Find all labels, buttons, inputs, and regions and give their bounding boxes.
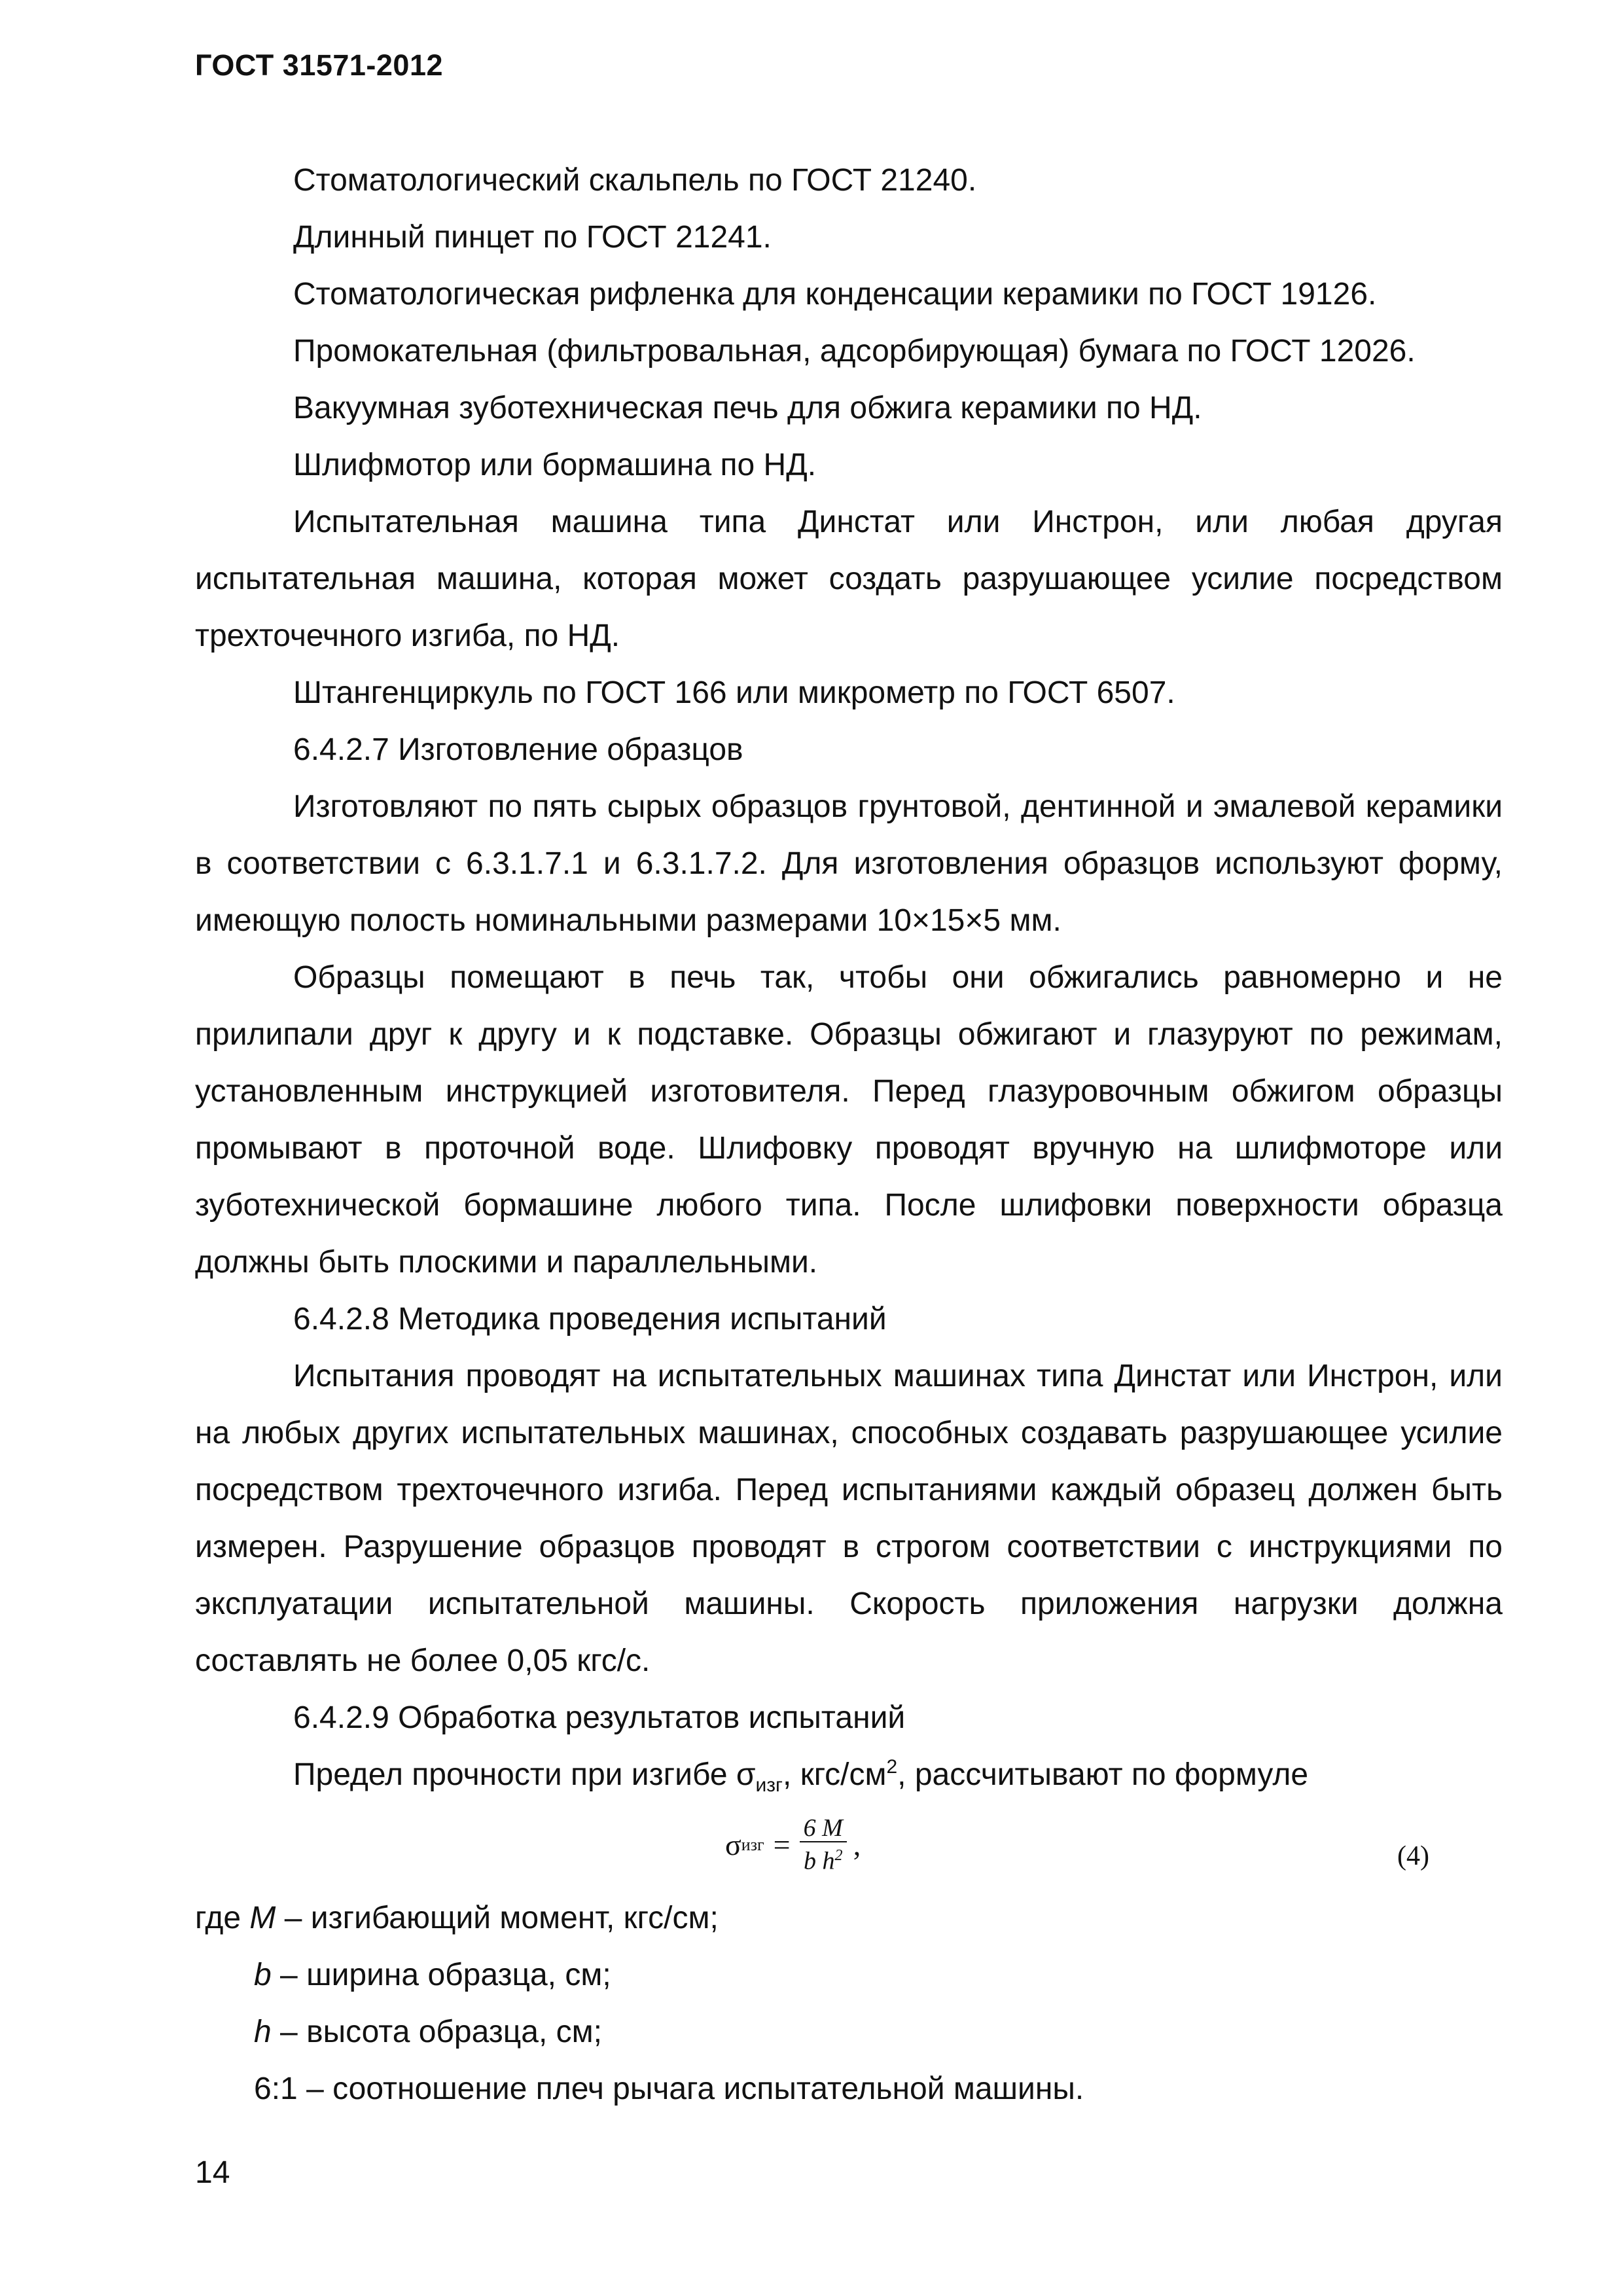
- formula-denominator-exponent: 2: [834, 1847, 843, 1864]
- definition-h: [195, 2003, 1503, 2060]
- paragraph-firing: Образцы помещают в печь так, чтобы они обжигались равномерно и не прилипали друг к другу и к подставке. Образцы обжигают и глазуруют по режимам, установленным инструкцией изготовителя. Перед глазуровочным обжигом образцы промывают в проточной воде. Шлифовку проводят вручную на шлифмоторе или зуботехнической бормашине любого типа. После шлифовки поверхности образца должны быть плоскими и параллельными.: [195, 960, 1503, 1280]
- section-heading-6-4-2-9: 6.4.2.9 Обработка результатов испытаний: [293, 1700, 906, 1735]
- paragraph-test-method: Испытания проводят на испытательных машинах типа Динстат или Инстрон, или на любых других испытательных машинах, способных создавать разрушающее усилие посредством трехточечного изгиба. Перед испытаниями каждый образец должен быть измерен. Разрушение образцов проводят в строгом соответствии с инструкциями по эксплуатации испытательной машины. Скорость приложения нагрузки должна составлять не более 0,05 кгс/с.: [195, 1359, 1503, 1678]
- paragraph-riflenka: Стоматологическая рифленка для конденсации керамики по ГОСТ 19126.: [293, 277, 1377, 312]
- paragraph-scalpel: Стоматологический скальпель по ГОСТ 21240.: [293, 163, 977, 198]
- document-header: ГОСТ 31571-2012: [195, 48, 444, 82]
- paragraph-tweezers: Длинный пинцет по ГОСТ 21241.: [293, 220, 772, 255]
- formula-denominator-base: b h: [803, 1847, 835, 1875]
- paragraph-blotting-paper: Промокательная (фильтровальная, адсорбирующая) бумага по ГОСТ 12026.: [293, 334, 1416, 368]
- formula-tail: ,: [853, 1827, 861, 1861]
- definition-lever-ratio: 6:1 – соотношение плеч рычага испытательной машины.: [254, 2072, 1084, 2106]
- paragraph-specimen-making: Изготовляют по пять сырых образцов грунтовой, дентинной и эмалевой керамики в соответствии с 6.3.1.7.1 и 6.3.1.7.2. Для изготовления образцов используют форму, имеющую полость номинальными размерами 10×15×5 мм.: [195, 789, 1503, 938]
- intro-text-b: , кгс/см: [783, 1757, 887, 1792]
- unit-superscript: 2: [886, 1756, 898, 1778]
- definition-var-h: h: [254, 2015, 272, 2049]
- formula-fraction: [800, 1815, 847, 1874]
- definition-text-b: – ширина образца, см;: [271, 1958, 611, 1992]
- formula-number: (4): [1397, 1841, 1429, 1871]
- paragraph-grinder: Шлифмотор или бормашина по НД.: [293, 448, 817, 482]
- definition-prefix: где: [195, 1901, 250, 1935]
- intro-text-c: , рассчитывают по формуле: [897, 1757, 1309, 1792]
- paragraph-testing-machine: Испытательная машина типа Динстат или Инстрон, или любая другая испытательная машина, которая может создать разрушающее усилие посредством трехточечного изгиба, по НД.: [195, 505, 1503, 653]
- formula-sigma: σ: [725, 1827, 741, 1861]
- intro-text-a: Предел прочности при изгибе σ: [293, 1757, 756, 1792]
- formula-equals: =: [773, 1827, 791, 1861]
- definition-M: [195, 1890, 1503, 1946]
- definition-var-M: M: [249, 1901, 276, 1935]
- definition-text-h: – высота образца, см;: [271, 2015, 602, 2049]
- section-heading-6-4-2-8: 6.4.2.8 Методика проведения испытаний: [293, 1302, 887, 1336]
- definition-text-M: – изгибающий момент, кгс/см;: [276, 1901, 719, 1935]
- section-heading-6-4-2-7: 6.4.2.7 Изготовление образцов: [293, 732, 743, 767]
- definition-b: [195, 1946, 1503, 2003]
- formula-expression: [725, 1815, 861, 1874]
- formula-numerator: 6 M: [800, 1815, 847, 1842]
- formula-denominator: [800, 1842, 847, 1874]
- paragraph-strength-formula-intro: [195, 1746, 1503, 1803]
- definition-var-b: b: [254, 1958, 272, 1992]
- paragraph-vacuum-furnace: Вакуумная зуботехническая печь для обжига керамики по НД.: [293, 391, 1202, 425]
- paragraph-caliper: Штангенциркуль по ГОСТ 166 или микрометр по ГОСТ 6507.: [293, 675, 1175, 710]
- page-number: 14: [195, 2155, 230, 2190]
- formula-sigma-subscript: изг: [741, 1835, 764, 1854]
- document-body: [195, 152, 1503, 2117]
- formula-4: [195, 1803, 1503, 1890]
- sigma-subscript: изг: [755, 1774, 783, 1796]
